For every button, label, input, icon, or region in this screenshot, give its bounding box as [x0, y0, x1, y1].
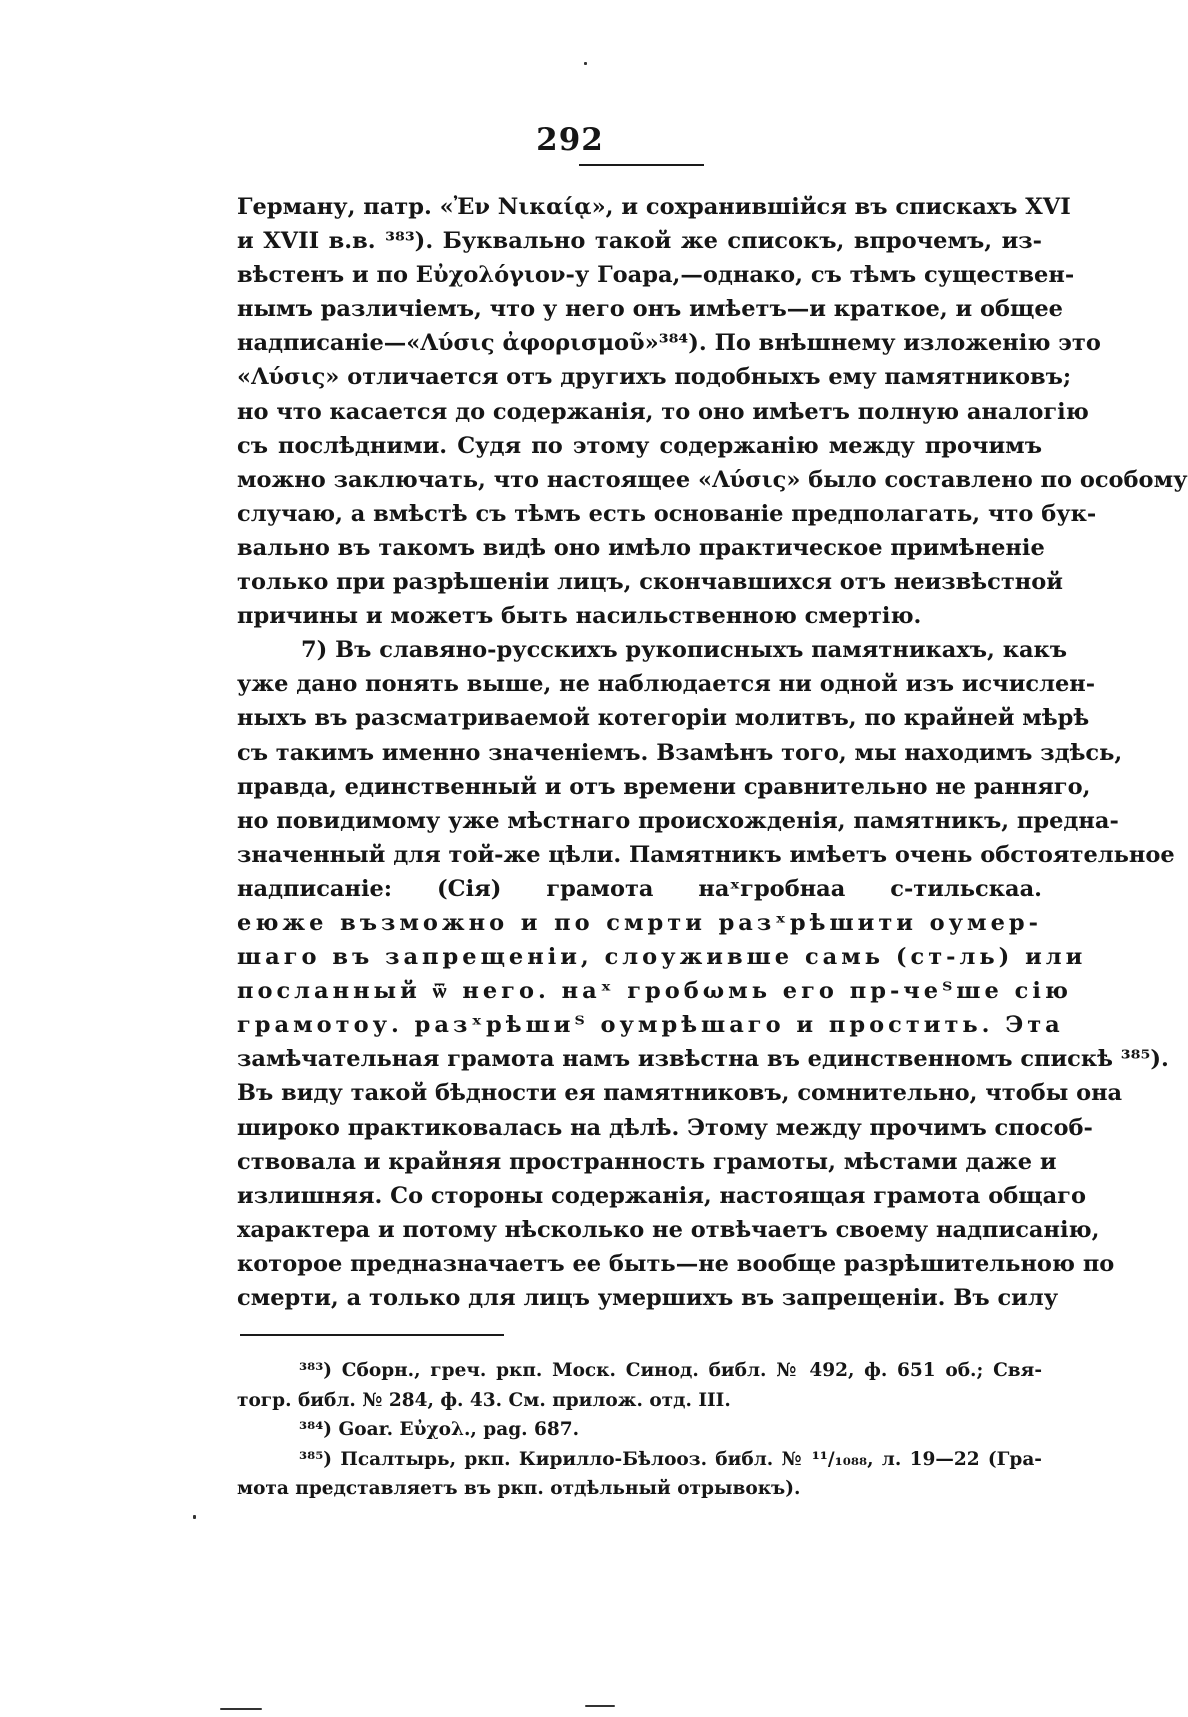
text-line: замѣчательная грамота намъ извѣстна въ единственномъ спискѣ ³⁸⁵). [237, 1046, 1169, 1073]
scan-speck [193, 1515, 196, 1519]
footnote-385-continued: мота представляетъ въ ркп. отдѣльный отрывокъ). [237, 1478, 801, 1499]
text-line: Герману, патр. «Ἐν Νικαίᾳ», и сохранившійся въ спискахъ XVI [237, 194, 1071, 220]
text-line: и XVII в.в. ³⁸³). Буквально такой же списокъ, впрочемъ, из- [237, 228, 1042, 255]
quoted-text-line: грамотоу. разˣрѣшиᵀ оумрѣшаго и простить. Эта [237, 1012, 1064, 1039]
text-line: надписаніе—«Λύσις ἀφορισμοῦ»³⁸⁴). По внѣшнему изложенію это [237, 330, 1101, 357]
paragraph-start-line: 7) Въ славяно-русскихъ рукописныхъ памятникахъ, какъ [301, 637, 1068, 664]
text-line: уже дано понять выше, не наблюдается ни одной изъ исчислен- [237, 671, 1096, 698]
text-line: съ послѣдними. Судя по этому содержанію между прочимъ [237, 432, 1042, 459]
text-line: вѣстенъ и по Εὐχολόγιον-у Гоара,—однако, съ тѣмъ существен- [237, 262, 1075, 289]
text-line: «Λύσις» отличается отъ другихъ подобныхъ ему памятниковъ; [237, 364, 1072, 391]
text-line: случаю, а вмѣстѣ съ тѣмъ есть основаніе предполагать, что бук- [237, 500, 1097, 527]
footnote-383-continued: тогр. библ. № 284, ф. 43. См. прилож. отд. III. [237, 1389, 731, 1411]
text-line: широко практиковалась на дѣлѣ. Этому между прочимъ способ- [237, 1114, 1093, 1141]
text-line: съ такимъ именно значеніемъ. Взамѣнъ того, мы находимъ здѣсь, [237, 739, 1123, 766]
text-line: но повидимому уже мѣстнаго происхожденія, памятникъ, предна- [237, 807, 1119, 834]
text-line: только при разрѣшеніи лицъ, скончавшихся отъ неизвѣстной [237, 569, 1063, 596]
text-line: можно заключать, что настоящее «Λύσις» было составлено по особому [237, 466, 1188, 493]
footnotes [237, 1356, 1042, 1504]
scan-speck [220, 1708, 262, 1710]
text-line: Въ виду такой бѣдности ея памятниковъ, сомнительно, чтобы она [237, 1080, 1123, 1107]
page-number: 292 [536, 122, 604, 158]
footnote-383: ³⁸³) Сборн., греч. ркп. Моск. Синод. библ. № 492, ф. 651 об.; Свя- [299, 1360, 1042, 1381]
text-line: значенный для той-же цѣли. Памятникъ имѣетъ очень обстоятельное [237, 841, 1175, 868]
text-line: ныхъ въ разсматриваемой котегоріи молитвъ, по крайней мѣрѣ [237, 705, 1090, 732]
text-line: характера и потому нѣсколько не отвѣчаетъ своему надписанію, [237, 1216, 1100, 1243]
text-line: которое предназначаетъ ее быть—не вообще разрѣшительною по [237, 1250, 1115, 1277]
footnote-385: ³⁸⁵) Псалтырь, ркп. Кирилло-Бѣлооз. библ. № ¹¹/₁₀₈₈, л. 19—22 (Гра- [299, 1448, 1042, 1470]
quoted-text-line: шаго въ запрещеніи, слоуживше самь (ст-ль) или [237, 944, 1087, 971]
footnote-384: ³⁸⁴) Goar. Εὐχολ., pag. 687. [299, 1419, 580, 1440]
text-line: правда, единственный и отъ времени сравнительно не ранняго, [237, 773, 1091, 800]
scan-speck [585, 1705, 615, 1707]
text-line: излишняя. Со стороны содержанія, настоящая грамота общаго [237, 1182, 1086, 1209]
scan-speck [584, 62, 587, 65]
text-line: ствовала и крайняя пространность грамоты, мѣстами даже и [237, 1148, 1057, 1175]
text-line: надписаніе: (Сія) грамота наˣгробнаа с-тильскаа. [237, 875, 1042, 902]
text-line: причины и можетъ быть насильственною смертію. [237, 603, 922, 630]
text-line: вально въ такомъ видѣ оно имѣло практическое примѣненіе [237, 534, 1045, 561]
text-line: нымъ различіемъ, что у него онъ имѣетъ—и краткое, и общее [237, 296, 1063, 323]
footnote-separator [240, 1334, 504, 1336]
quoted-text-line: посланный ѿ него. наˣ гробωмь его пр-чеᵀше сію [237, 978, 1072, 1005]
text-line: смерти, а только для лицъ умершихъ въ запрещеніи. Въ силу [237, 1285, 1059, 1311]
quoted-text-line: еюже възможно и по смрти разˣрѣшити оумер- [237, 909, 1042, 936]
page-number-rule [579, 164, 704, 166]
main-text [237, 190, 1188, 1315]
text-line: но что касается до содержанія, то оно имѣетъ полную аналогію [237, 398, 1089, 425]
